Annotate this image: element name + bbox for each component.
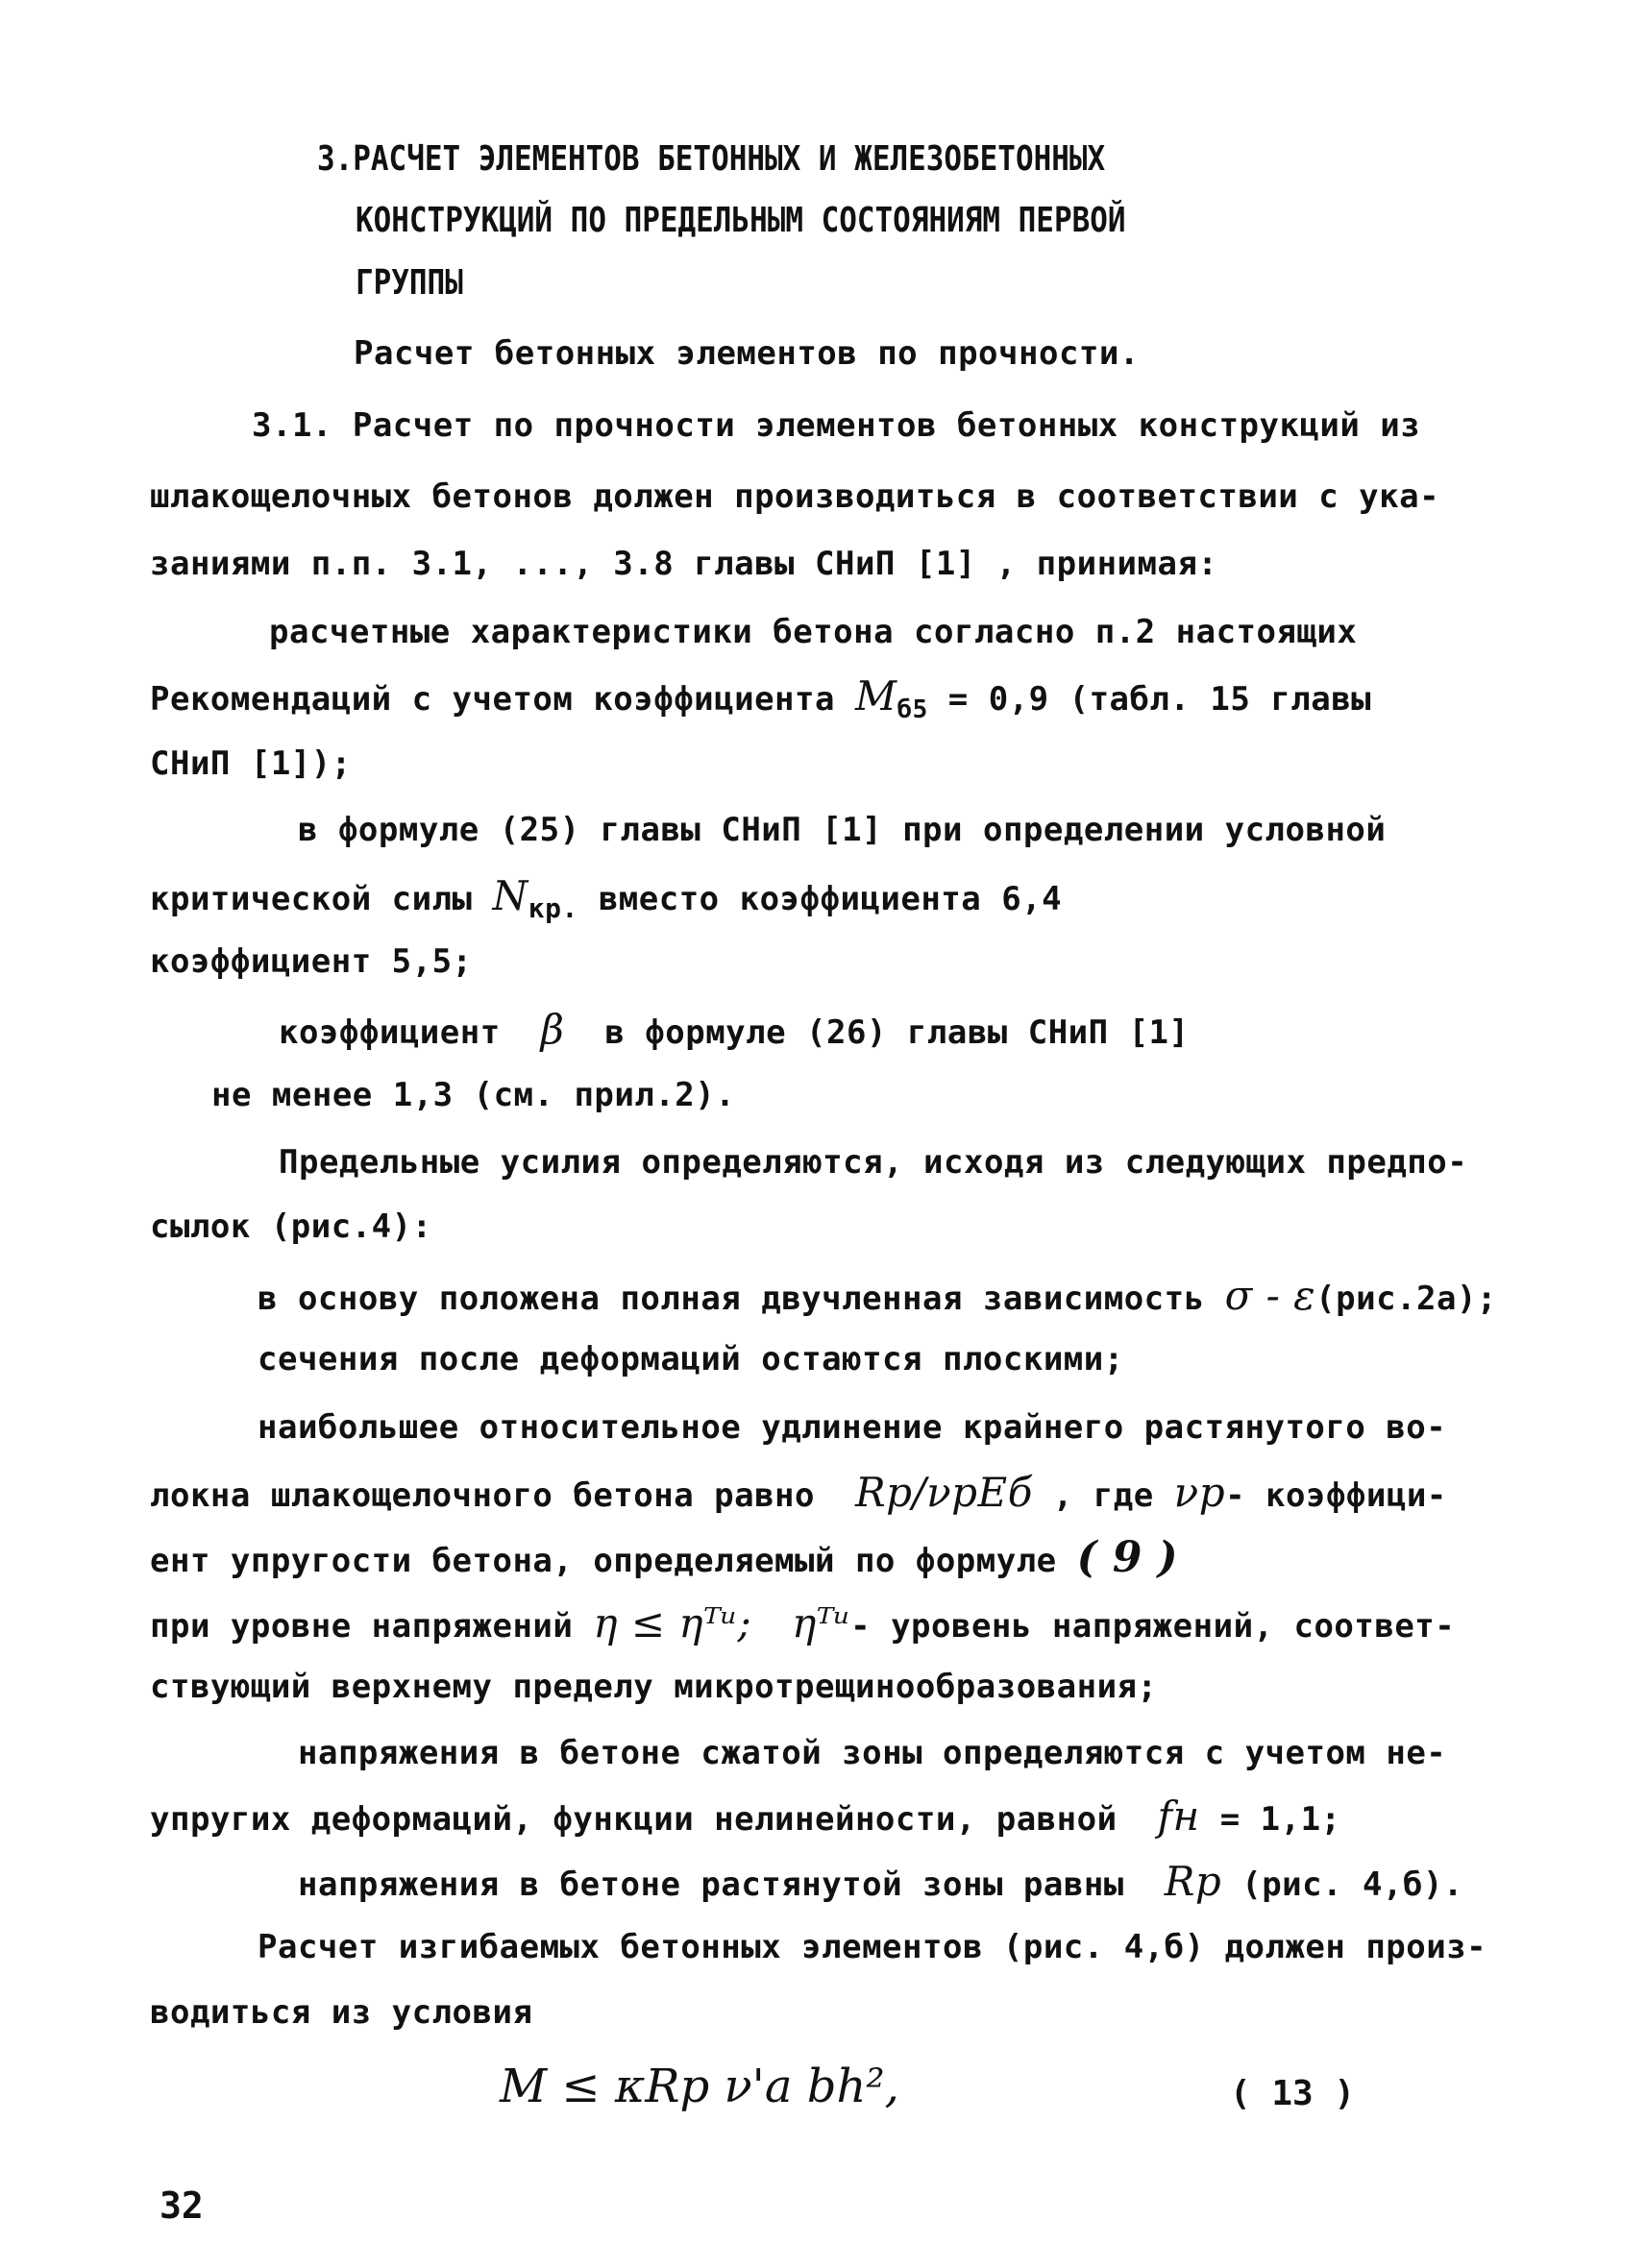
basis-rest: (рис.2а); xyxy=(1315,1280,1497,1318)
elongation-line-3 xyxy=(150,1533,1179,1582)
limit-line-2: сылок (рис.4): xyxy=(150,1207,432,1246)
compressed-value: = 1,1; xyxy=(1219,1800,1341,1839)
symbol-n-sub: кр. xyxy=(528,891,578,924)
symbol-n: N xyxy=(492,872,528,919)
para-3-1-line-2: шлакощелочных бетонов должен производиться в соответствии с ука- xyxy=(150,477,1440,516)
tension-line xyxy=(298,1858,1463,1906)
elongation-line-4 xyxy=(150,1599,1456,1647)
title-line-3: ГРУППЫ xyxy=(356,263,463,303)
coef-symbol: M xyxy=(854,672,897,719)
elongation-line-1: наибольшее относительное удлинение крайнего растянутого во- xyxy=(258,1408,1447,1447)
elongation-coef: - коэффици- xyxy=(1225,1476,1447,1515)
characteristics-text: Рекомендаций с учетом коэффициента xyxy=(150,680,835,719)
elongation-line-5: ствующий верхнему пределу микротрещинообразования; xyxy=(150,1668,1158,1706)
subtitle: Расчет бетонных элементов по прочности. xyxy=(354,334,1140,373)
coef-value: = 0,9 (табл. 15 главы xyxy=(947,680,1372,719)
symbol-sigma-eps: σ - ε xyxy=(1224,1272,1316,1319)
formula-ref-9: ( 9 ) xyxy=(1076,1533,1179,1582)
tension-rest: (рис. 4,б). xyxy=(1241,1866,1463,1904)
compressed-text: упругих деформаций, функции нелинейности, равной xyxy=(150,1800,1118,1839)
formula25-line-3: коэффициент 5,5; xyxy=(150,942,473,981)
formula-13: M ≤ κRp ν'a bh², xyxy=(500,2060,899,2113)
basis-text: в основу положена полная двучленная зависимость xyxy=(258,1280,1205,1318)
title-line-2: КОНСТРУКЦИЙ ПО ПРЕДЕЛЬНЫМ СОСТОЯНИЯМ ПЕРВОЙ xyxy=(356,201,1126,240)
formula25-line-1: в формуле (25) главы СНиП [1] при определении условной xyxy=(298,811,1387,849)
formula25-rest: вместо коэффициента 6,4 xyxy=(598,880,1063,918)
para-3-1-line-1: 3.1. Расчет по прочности элементов бетонных конструкций из xyxy=(252,406,1421,445)
title-line-1: 3.РАСЧЕТ ЭЛЕМЕНТОВ БЕТОННЫХ И ЖЕЛЕЗОБЕТОННЫХ xyxy=(317,139,1106,179)
symbol-fn: fн xyxy=(1157,1792,1200,1840)
elongation-stress-text: при уровне напряжений xyxy=(150,1607,574,1646)
formula25-line-2 xyxy=(150,872,1063,930)
formula-13-number: ( 13 ) xyxy=(1230,2074,1356,2113)
characteristics-line-1: расчетные характеристики бетона согласно п.2 настоящих xyxy=(269,613,1358,651)
compressed-line-1: напряжения в бетоне сжатой зоны определяются с учетом не- xyxy=(298,1734,1447,1772)
bending-line-2: водиться из условия xyxy=(150,1993,533,2032)
elongation-line-2 xyxy=(150,1469,1447,1517)
symbol-nu: νp xyxy=(1173,1469,1226,1516)
beta-line-1 xyxy=(279,1006,1190,1054)
limit-line-1: Предельные усилия определяются, исходя из следующих предпо- xyxy=(279,1143,1468,1182)
formula25-text: критической силы xyxy=(150,880,473,918)
page-number: 32 xyxy=(160,2184,204,2227)
elongation-text: локна шлакощелочного бетона равно xyxy=(150,1476,816,1515)
sections-line: сечения после деформаций остаются плоскими; xyxy=(258,1340,1124,1378)
coef-subscript: б5 xyxy=(897,695,928,724)
bending-line-1: Расчет изгибаемых бетонных элементов (рис. 4,б) должен произ- xyxy=(258,1928,1487,1966)
beta-line-2: не менее 1,3 (см. прил.2). xyxy=(211,1076,736,1114)
symbol-beta: β xyxy=(540,1006,565,1053)
beta-rest: в формуле (26) главы СНиП [1] xyxy=(604,1013,1190,1052)
beta-text: коэффициент xyxy=(279,1013,501,1052)
symbol-rp: Rp xyxy=(1164,1858,1222,1905)
characteristics-line-2 xyxy=(150,672,1372,731)
characteristics-line-3: СНиП [1]); xyxy=(150,744,352,783)
expr-eta-le: η ≤ ηᵀᵘ; xyxy=(593,1599,752,1646)
tension-text: напряжения в бетоне растянутой зоны равны xyxy=(298,1866,1124,1904)
basis-line xyxy=(258,1272,1497,1320)
para-3-1-line-3: заниями п.п. 3.1, ..., 3.8 главы СНиП [1] , принимая: xyxy=(150,545,1218,583)
compressed-line-2 xyxy=(150,1792,1341,1841)
elongation-where: , где xyxy=(1052,1476,1154,1515)
expr-elongation: Rp/νpEб xyxy=(854,1469,1033,1516)
elongation-level: - уровень напряжений, соответ- xyxy=(850,1607,1456,1646)
expr-eta-t: ηᵀᵘ xyxy=(792,1599,851,1646)
elongation-formula-text: ент упругости бетона, определяемый по формуле xyxy=(150,1542,1057,1580)
